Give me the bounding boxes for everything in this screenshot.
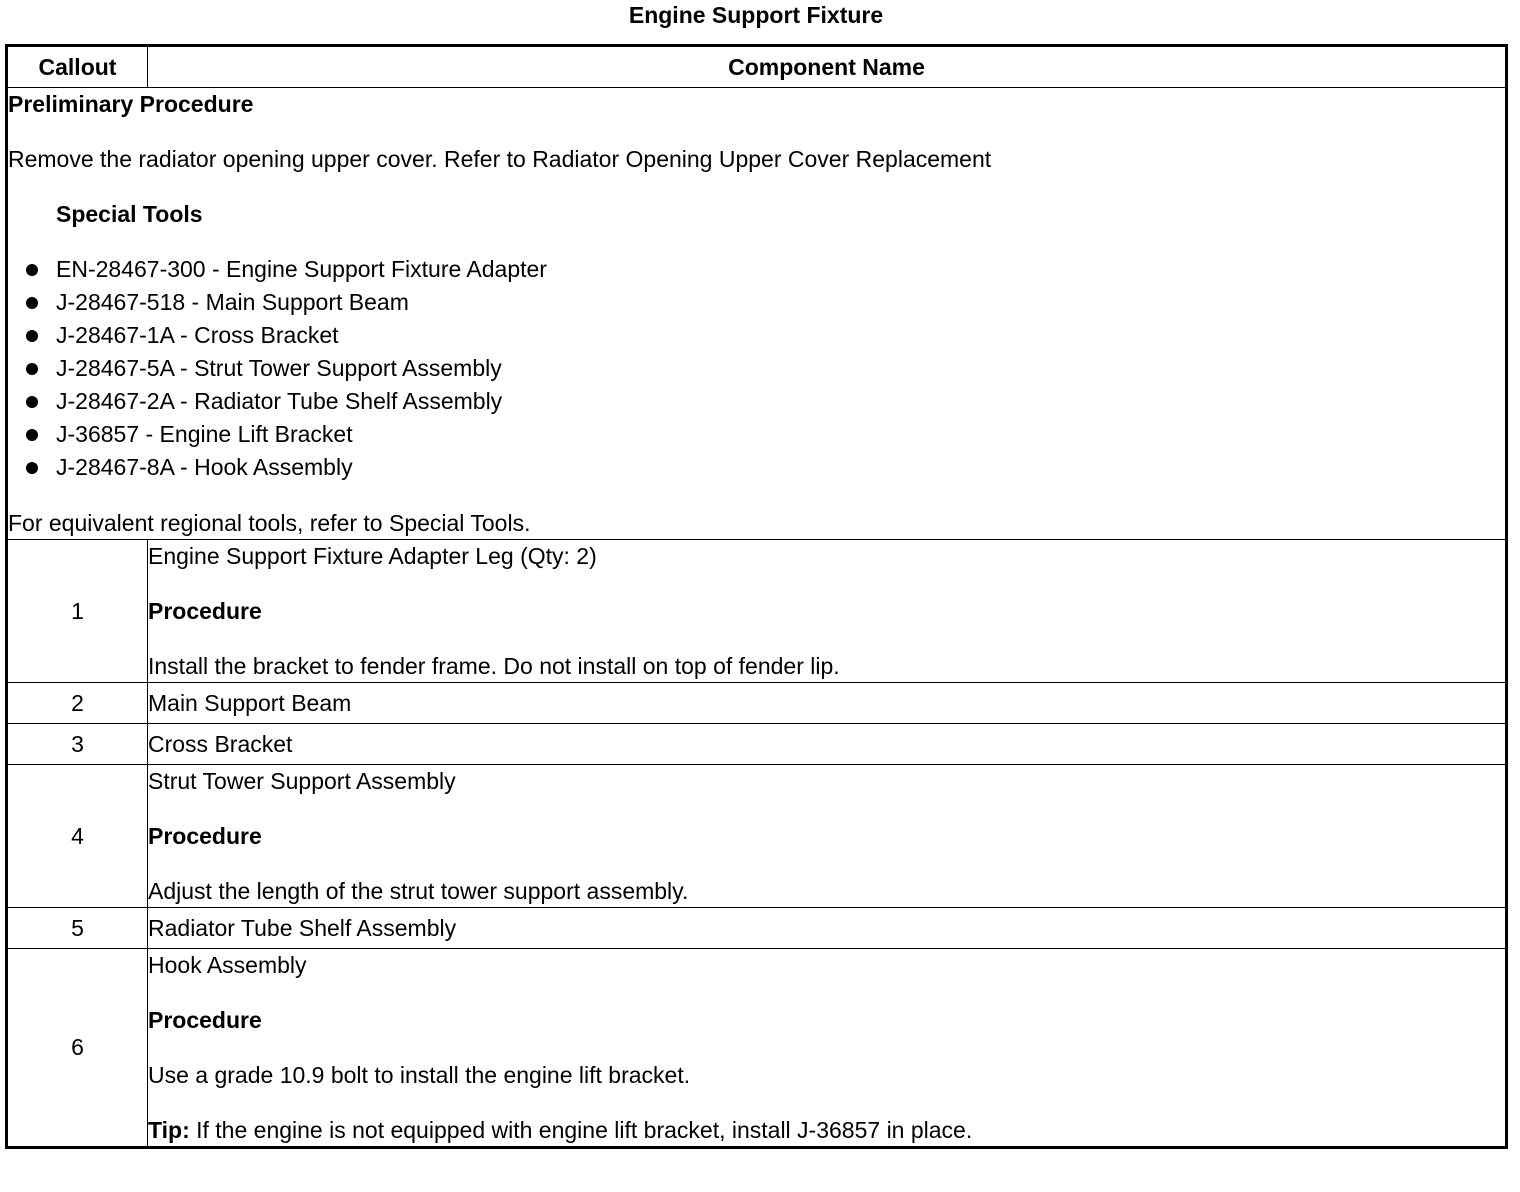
header-row xyxy=(7,46,1507,88)
callout-cell: 1 xyxy=(7,540,148,683)
component-name: Cross Bracket xyxy=(148,724,1507,765)
callout-header: Callout xyxy=(7,46,148,88)
component-name: Radiator Tube Shelf Assembly xyxy=(148,908,1507,949)
procedure-text: Use a grade 10.9 bolt to install the engine lift bracket. xyxy=(148,1062,691,1088)
procedure-label: Procedure xyxy=(148,823,262,849)
tool-item: J-28467-5A - Strut Tower Support Assembly xyxy=(8,352,1505,385)
preliminary-cell xyxy=(7,88,1507,540)
special-tools-heading: Special Tools xyxy=(56,201,203,227)
callout-cell: 5 xyxy=(7,908,148,949)
callout-cell: 4 xyxy=(7,765,148,908)
preliminary-footer: For equivalent regional tools, refer to Special Tools. xyxy=(8,510,531,536)
callout-cell: 3 xyxy=(7,724,148,765)
callout-cell: 6 xyxy=(7,949,148,1148)
preliminary-heading: Preliminary Procedure xyxy=(8,91,254,117)
tip-text xyxy=(148,1114,1505,1146)
page-title: Engine Support Fixture xyxy=(628,2,884,28)
component-name: Strut Tower Support Assembly xyxy=(148,768,456,794)
tool-item: J-28467-2A - Radiator Tube Shelf Assembly xyxy=(8,385,1505,418)
table-row xyxy=(7,540,1507,683)
table-row xyxy=(7,765,1507,908)
procedure-label: Procedure xyxy=(148,598,262,624)
component-name: Hook Assembly xyxy=(148,952,307,978)
tool-item: J-28467-1A - Cross Bracket xyxy=(8,319,1505,352)
procedure-text: Adjust the length of the strut tower support assembly. xyxy=(148,878,689,904)
component-name: Engine Support Fixture Adapter Leg (Qty: 2) xyxy=(148,543,597,569)
component-name-header: Component Name xyxy=(148,46,1507,88)
component-cell xyxy=(148,765,1507,908)
table-row xyxy=(7,908,1507,949)
procedure-label: Procedure xyxy=(148,1007,262,1033)
procedure-text: Install the bracket to fender frame. Do not install on top of fender lip. xyxy=(148,653,840,679)
tool-item: J-36857 - Engine Lift Bracket xyxy=(8,418,1505,451)
callout-cell: 2 xyxy=(7,683,148,724)
component-cell xyxy=(148,540,1507,683)
table-row xyxy=(7,949,1507,1148)
tool-item: J-28467-518 - Main Support Beam xyxy=(8,286,1505,319)
components-table xyxy=(5,44,1508,1149)
special-tools-list xyxy=(8,253,1505,484)
preliminary-instruction: Remove the radiator opening upper cover. Refer to Radiator Opening Upper Cover Replacement xyxy=(8,146,992,172)
component-cell xyxy=(148,949,1507,1148)
table-row xyxy=(7,724,1507,765)
component-name: Main Support Beam xyxy=(148,683,1507,724)
tool-item: EN-28467-300 - Engine Support Fixture Adapter xyxy=(8,253,1505,286)
preliminary-row xyxy=(7,88,1507,540)
tip-label: Tip: xyxy=(148,1117,190,1143)
tool-item: J-28467-8A - Hook Assembly xyxy=(8,451,1505,484)
tip-body: If the engine is not equipped with engine lift bracket, install J-36857 in place. xyxy=(189,1117,973,1143)
table-row xyxy=(7,683,1507,724)
